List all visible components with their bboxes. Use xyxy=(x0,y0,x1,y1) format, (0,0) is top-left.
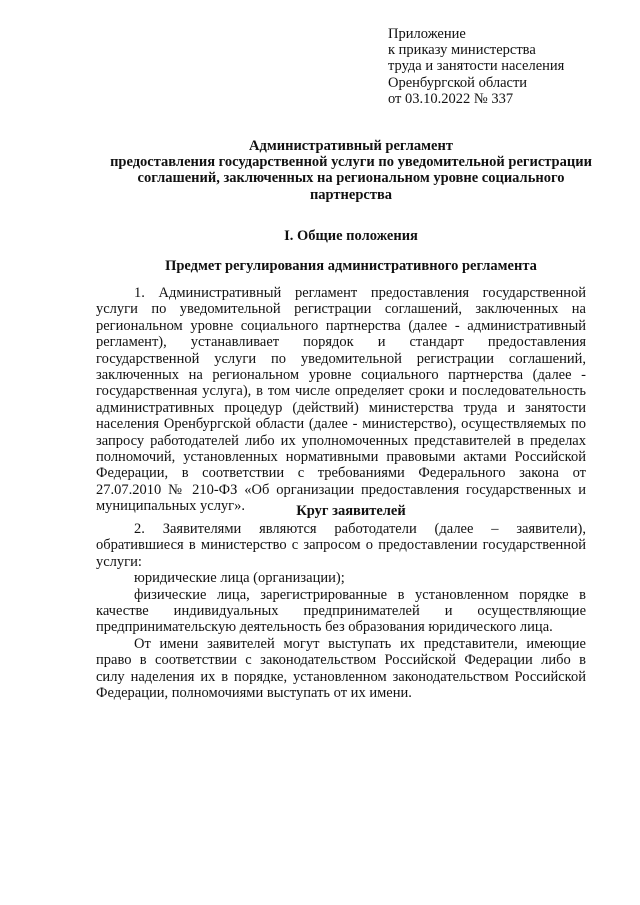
paragraph-line: От имени заявителей могут выступать их представители, имеющие xyxy=(134,635,586,652)
paragraph-line: государственной услуги по уведомительной регистрации соглашений, xyxy=(96,350,586,367)
paragraph-line: государственная услуга), в том числе определяет сроки и последовательность xyxy=(96,383,586,400)
section-heading-subject: Предмет регулирования административного регламента xyxy=(165,258,537,274)
appendix-line: Оренбургской области xyxy=(388,74,528,91)
title-line: предоставления государственной услуги по уведомительной регистрации xyxy=(110,154,592,171)
paragraph-line: запросу работодателей либо их уполномоченных представителей в пределах xyxy=(96,432,586,449)
paragraph-line: 2. Заявителями являются работодатели (далее – заявители), xyxy=(134,521,586,537)
paragraph-line: предпринимательскую деятельность без образования юридического лица. xyxy=(96,619,553,636)
appendix-line: Приложение xyxy=(388,26,466,42)
title-line: Административный регламент xyxy=(249,138,453,154)
paragraph-line: муниципальных услуг». xyxy=(96,498,246,515)
paragraph-line: 27.07.2010 № 210-ФЗ «Об организации предоставления государственных и xyxy=(96,481,586,498)
appendix-line: труда и занятости населения xyxy=(388,58,565,75)
paragraph-line: качестве индивидуальных предпринимателей и осуществляющие xyxy=(96,603,586,620)
paragraph-line: заключенных на региональном уровне социального партнерства (далее - xyxy=(96,367,586,384)
paragraph-line: юридические лица (организации); xyxy=(134,570,345,587)
paragraph-line: Федерации, в соответствии с требованиями Федерального закона от xyxy=(96,465,586,482)
paragraph-line: 1. Административный регламент предоставления государственной xyxy=(134,285,586,301)
title-line: партнерства xyxy=(309,186,393,203)
appendix-header xyxy=(388,26,628,107)
paragraph-line: региональном уровне социального партнерства (далее - административный xyxy=(96,317,586,334)
paragraph-line: силу наделения их в порядке, установленном законодательством Российской xyxy=(96,668,586,685)
paragraph-line: полномочий, установленных нормативными правовыми актами Российской xyxy=(96,449,586,466)
section-heading-applicants: Круг заявителей xyxy=(296,503,406,519)
paragraph-line: физические лица, зарегистрированные в установленном порядке в xyxy=(134,586,586,603)
section-heading-general: I. Общие положения xyxy=(284,228,418,244)
paragraph-line: право в соответствии с законодательством Российской Федерации либо в xyxy=(96,652,586,669)
paragraph-line: обратившиеся в министерство с запросом о предоставлении государственной xyxy=(96,537,586,554)
appendix-line: к приказу министерства xyxy=(388,42,536,59)
appendix-line: от 03.10.2022 № 337 xyxy=(388,90,514,107)
paragraph-line: регламент), устанавливает порядок и стандарт предоставления xyxy=(96,334,586,351)
paragraph-1 xyxy=(96,285,586,515)
paragraph-line: административных процедур (действий) министерства труда и занятости xyxy=(96,399,586,416)
paragraph-line: населения Оренбургской области (далее - министерство), осуществляемых по xyxy=(96,416,586,433)
paragraph-line: Федерации, полномочиями выступать от их имени. xyxy=(96,685,412,702)
title-line: соглашений, заключенных на региональном уровне социального xyxy=(137,170,565,187)
paragraph-line: услуги по уведомительной регистрации соглашений, заключенных на xyxy=(96,301,586,318)
paragraph-line: услуги: xyxy=(96,553,142,570)
document-title xyxy=(96,138,606,203)
paragraph-2 xyxy=(96,521,586,701)
